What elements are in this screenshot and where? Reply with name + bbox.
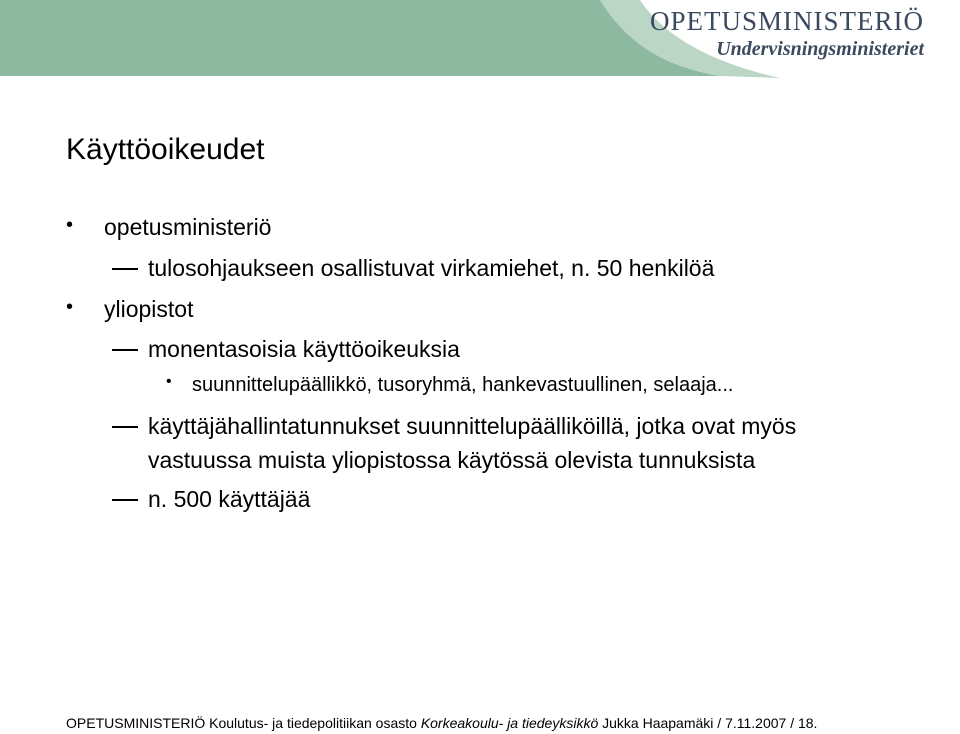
bullet-item: yliopistot xyxy=(104,296,194,322)
footer-dept: Koulutus- ja tiedepolitiikan osasto xyxy=(209,715,417,731)
dash-icon xyxy=(112,426,138,428)
slide-title: Käyttöoikeudet xyxy=(66,133,265,166)
bullet-item: opetusministeriö xyxy=(104,214,272,240)
bullet-item: käyttäjähallintatunnukset suunnittelupäälliköillä, jotka ovat myös xyxy=(148,413,797,439)
logo-sub-text: Undervisningsministeriet xyxy=(716,38,924,60)
header-banner xyxy=(0,0,960,110)
footer-unit: Korkeakoulu- ja tiedeyksikkö xyxy=(420,715,599,731)
bullet-dot-icon: • xyxy=(66,214,74,236)
footer-author-date: Jukka Haapamäki / 7.11.2007 / 18. xyxy=(602,715,818,731)
footer-org: OPETUSMINISTERIÖ xyxy=(66,715,206,731)
logo-main-text: OPETUSMINISTERIÖ xyxy=(649,6,924,36)
bullet-dot-icon: • xyxy=(66,296,74,318)
dash-icon xyxy=(112,268,138,270)
slide-footer xyxy=(66,714,817,732)
bullet-item-continuation: vastuussa muista yliopistossa käytössä olevista tunnuksista xyxy=(148,447,756,473)
bullet-dot-icon: • xyxy=(166,373,172,390)
bullet-item: suunnittelupäällikkö, tusoryhmä, hankevastuullinen, selaaja... xyxy=(192,374,734,396)
dash-icon xyxy=(112,499,138,501)
bullet-item: n. 500 käyttäjää xyxy=(148,486,311,512)
bullet-item: tulosohjaukseen osallistuvat virkamiehet, n. 50 henkilöä xyxy=(148,255,715,281)
bullet-item: monentasoisia käyttöoikeuksia xyxy=(148,336,460,362)
dash-icon xyxy=(112,349,138,351)
